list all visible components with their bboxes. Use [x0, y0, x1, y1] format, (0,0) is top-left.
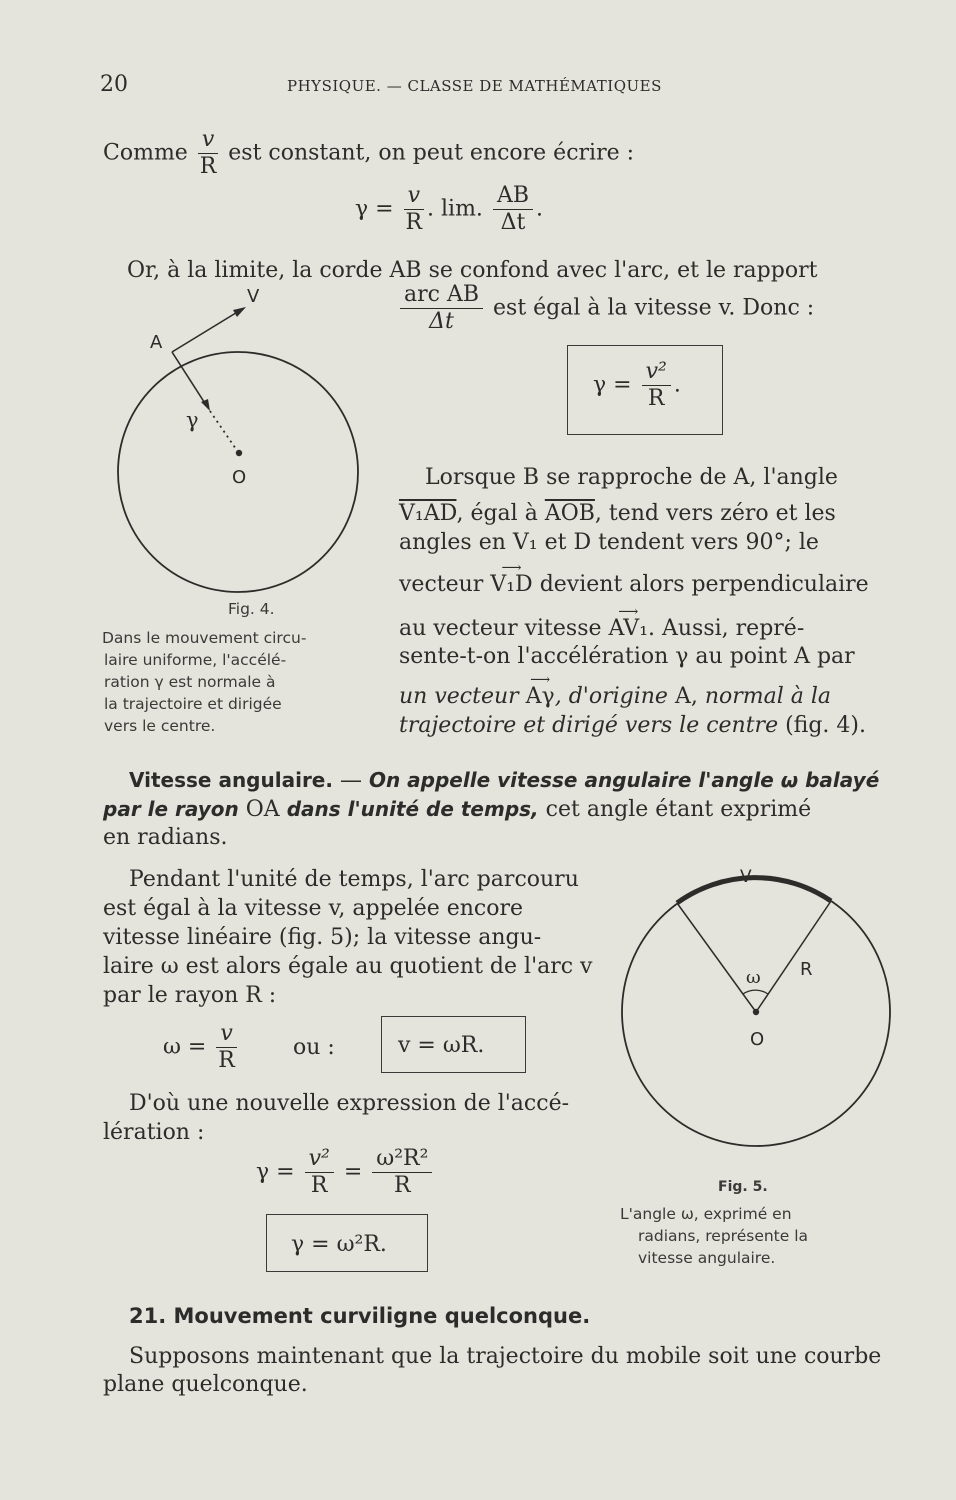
intro-frac-num: v — [198, 127, 218, 154]
intro-frac-den: R — [199, 154, 217, 179]
angle-v1ad: V₁AD — [399, 501, 457, 526]
fig5-label-o: O — [750, 1029, 765, 1050]
fig4-acceleration-vector — [172, 352, 208, 408]
para-lorsque-l7 — [399, 682, 831, 711]
omega-lhs: ω = — [163, 1034, 207, 1060]
gamma-omega-lhs: γ = — [256, 1159, 295, 1185]
omega-frac — [216, 1021, 236, 1074]
equation-gamma-omega — [256, 1146, 435, 1199]
intro-comme: Comme — [103, 140, 188, 166]
fig4-label-a: A — [150, 332, 163, 353]
para-limit-rest: est égal à la vitesse v. Donc : — [493, 295, 815, 321]
fig4-caption-line: vers le centre. — [104, 717, 216, 735]
figure-4-diagram — [100, 280, 380, 610]
equation-gamma-lim — [355, 183, 543, 236]
lorsque-l5a: au vecteur vitesse — [399, 616, 602, 641]
fig5-arc-v — [677, 878, 831, 903]
definition-oa: OA — [238, 797, 287, 822]
para-pendant — [103, 865, 593, 1010]
fig5-angle-arc — [743, 990, 768, 994]
vector-av1: ⟶ AV₁ — [609, 614, 649, 643]
fig5-caption-title: Fig. 5. — [718, 1179, 768, 1195]
fig4-center-point — [236, 450, 242, 456]
fig4-caption-line: laire uniforme, l'accélé- — [104, 651, 287, 669]
para-lorsque-l6: sente-t-on l'accélération γ au point A par — [399, 644, 855, 669]
para-lorsque-l5 — [399, 614, 804, 643]
arc-ab-den: Δt — [429, 309, 454, 334]
eq1-f1-num: v — [404, 183, 424, 210]
boxed-eq1-end: . — [673, 372, 681, 398]
gamma-f2-num: ω²R² — [372, 1146, 432, 1173]
pendant-line: Pendant l'unité de temps, l'arc parcouru — [129, 867, 579, 892]
eq1-f1-den: R — [405, 210, 423, 235]
fig4-caption-line: Dans le mouvement circu- — [102, 629, 307, 647]
vitesse-angulaire-line2 — [103, 795, 811, 824]
eq1-frac2 — [493, 183, 533, 236]
pendant-line: laire ω est alors égale au quotient de l'arc v — [103, 954, 593, 979]
fig4-caption-line: la trajectoire et dirigée — [104, 695, 282, 713]
section21-line2: plane quelconque. — [103, 1372, 308, 1397]
figure-5-diagram — [610, 860, 910, 1180]
angle-aob: $\overline{AOB}$ — [544, 501, 595, 526]
intro-rest: est constant, on peut encore écrire : — [228, 140, 635, 166]
boxed-v-omega-r: v = ωR. — [398, 1033, 485, 1058]
para-lorsque-l3: angles en V₁ et D tendent vers 90°; le — [399, 530, 819, 555]
section-heading-vitesse-angulaire: Vitesse angulaire. — [129, 768, 333, 792]
intro-fraction — [198, 127, 218, 180]
intro-line — [103, 127, 634, 180]
dou-line2: lération : — [103, 1120, 205, 1145]
boxed-eq1-den: R — [647, 386, 665, 411]
para-lorsque-l2 — [399, 499, 836, 528]
para-limit-line2 — [397, 282, 814, 335]
fig5-caption — [620, 1203, 808, 1269]
lorsque-l7c: , d'origine — [554, 684, 668, 709]
boxed-eq1-lhs: γ = — [593, 372, 632, 398]
running-title: PHYSIQUE. — CLASSE DE MATHÉMATIQUES — [287, 77, 662, 95]
section21-line1: Supposons maintenant que la trajectoire du mobile soit une courbe — [129, 1344, 882, 1369]
lorsque-l4c: devient alors perpendiculaire — [539, 572, 869, 597]
para-lorsque-l8 — [399, 711, 866, 740]
equation-ou: ou : — [293, 1035, 335, 1060]
fig5-radius-left — [677, 903, 756, 1012]
eq1-lim: . lim. — [427, 196, 483, 222]
fig4-caption — [102, 627, 306, 737]
fig5-label-r: R — [800, 959, 813, 980]
fig5-center-point — [753, 1009, 759, 1015]
para-limit-line1: Or, à la limite, la corde AB se confond avec l'arc, et le rapport — [127, 258, 818, 283]
para-lorsque-l1: Lorsque B se rapproche de A, l'angle — [425, 465, 838, 490]
para-lorsque-l4 — [399, 570, 869, 599]
eq1-f2-num: AB — [493, 183, 533, 210]
fig5-caption-line: L'angle ω, exprimé en — [620, 1205, 792, 1223]
section-heading-21: 21. Mouvement curviligne quelconque. — [129, 1304, 591, 1328]
gamma-f1-num: v² — [305, 1146, 334, 1173]
eq1-lhs: γ = — [355, 196, 394, 222]
eq1-frac1 — [404, 183, 424, 236]
eq1-end: . — [536, 196, 543, 222]
fig4-label-v: V — [247, 286, 260, 307]
gamma-f2-den: R — [394, 1173, 411, 1198]
fig4-velocity-vector — [172, 308, 244, 352]
lorsque-l2b: , égal à — [456, 501, 538, 526]
dou-line1: D'où une nouvelle expression de l'accé- — [129, 1091, 570, 1116]
definition-rest: cet angle étant exprimé — [538, 797, 812, 822]
lorsque-l4a: vecteur — [399, 572, 484, 597]
boxed-gamma-omega-r: γ = ω²R. — [291, 1232, 387, 1257]
boxed-eq1-content — [593, 359, 681, 412]
fig4-caption-title: Fig. 4. — [228, 600, 275, 618]
definition-part2: par le rayon — [103, 797, 239, 821]
omega-num: v — [216, 1021, 236, 1048]
lorsque-l7e: normal à la — [704, 684, 832, 709]
eq1-f2-den: Δt — [500, 210, 526, 235]
arc-ab-num: arc AB — [400, 282, 483, 309]
fig5-caption-line: vitesse angulaire. — [638, 1249, 776, 1267]
fig4-caption-line: ration γ est normale à — [104, 673, 276, 691]
gamma-f1-den: R — [310, 1173, 328, 1198]
lorsque-l2d: , tend vers zéro et les — [594, 501, 836, 526]
definition-part1: On appelle vitesse angulaire l'angle ω balayé — [368, 768, 880, 792]
lorsque-l5c: . Aussi, repré- — [648, 616, 805, 641]
gamma-frac2 — [372, 1146, 432, 1199]
pendant-line: par le rayon R : — [103, 983, 277, 1008]
fig4-dotted-radius — [210, 411, 238, 452]
vitesse-angulaire-line3: en radians. — [103, 825, 228, 850]
fig4-label-o: O — [232, 467, 247, 488]
heading-dash: — — [332, 768, 369, 793]
fig5-label-omega: ω — [746, 967, 761, 988]
fig5-radius-right — [756, 901, 831, 1012]
page-number: 20 — [100, 72, 128, 97]
fig4-velocity-arrowhead — [233, 307, 246, 317]
vector-agamma: ⟶ Aγ — [526, 682, 555, 711]
fig4-label-gamma: γ — [186, 408, 199, 432]
lorsque-l7a: un vecteur — [399, 684, 519, 709]
definition-part3: dans l'unité de temps, — [286, 797, 539, 821]
gamma-eq: = — [343, 1159, 363, 1185]
lorsque-l8b: (fig. 4). — [785, 713, 866, 738]
boxed-eq1-num: v² — [642, 359, 671, 386]
arc-ab-fraction — [400, 282, 483, 335]
boxed-eq1-frac — [642, 359, 671, 412]
fig5-label-v: V — [740, 867, 752, 887]
fig5-caption-line: radians, représente la — [638, 1227, 809, 1245]
omega-den: R — [218, 1048, 235, 1073]
pendant-line: vitesse linéaire (fig. 5); la vitesse angu- — [103, 925, 542, 950]
vitesse-angulaire-line1 — [129, 766, 879, 795]
pendant-line: est égal à la vitesse v, appelée encore — [103, 896, 524, 921]
fig4-acceleration-arrowhead — [201, 399, 210, 411]
para-dou — [103, 1089, 570, 1147]
vector-v1d: ⟶ V₁D — [490, 570, 532, 599]
lorsque-l8a: trajectoire et dirigé vers le centre — [399, 713, 779, 738]
equation-omega — [163, 1021, 240, 1074]
gamma-frac1 — [305, 1146, 334, 1199]
lorsque-l7d: A, — [674, 684, 698, 709]
